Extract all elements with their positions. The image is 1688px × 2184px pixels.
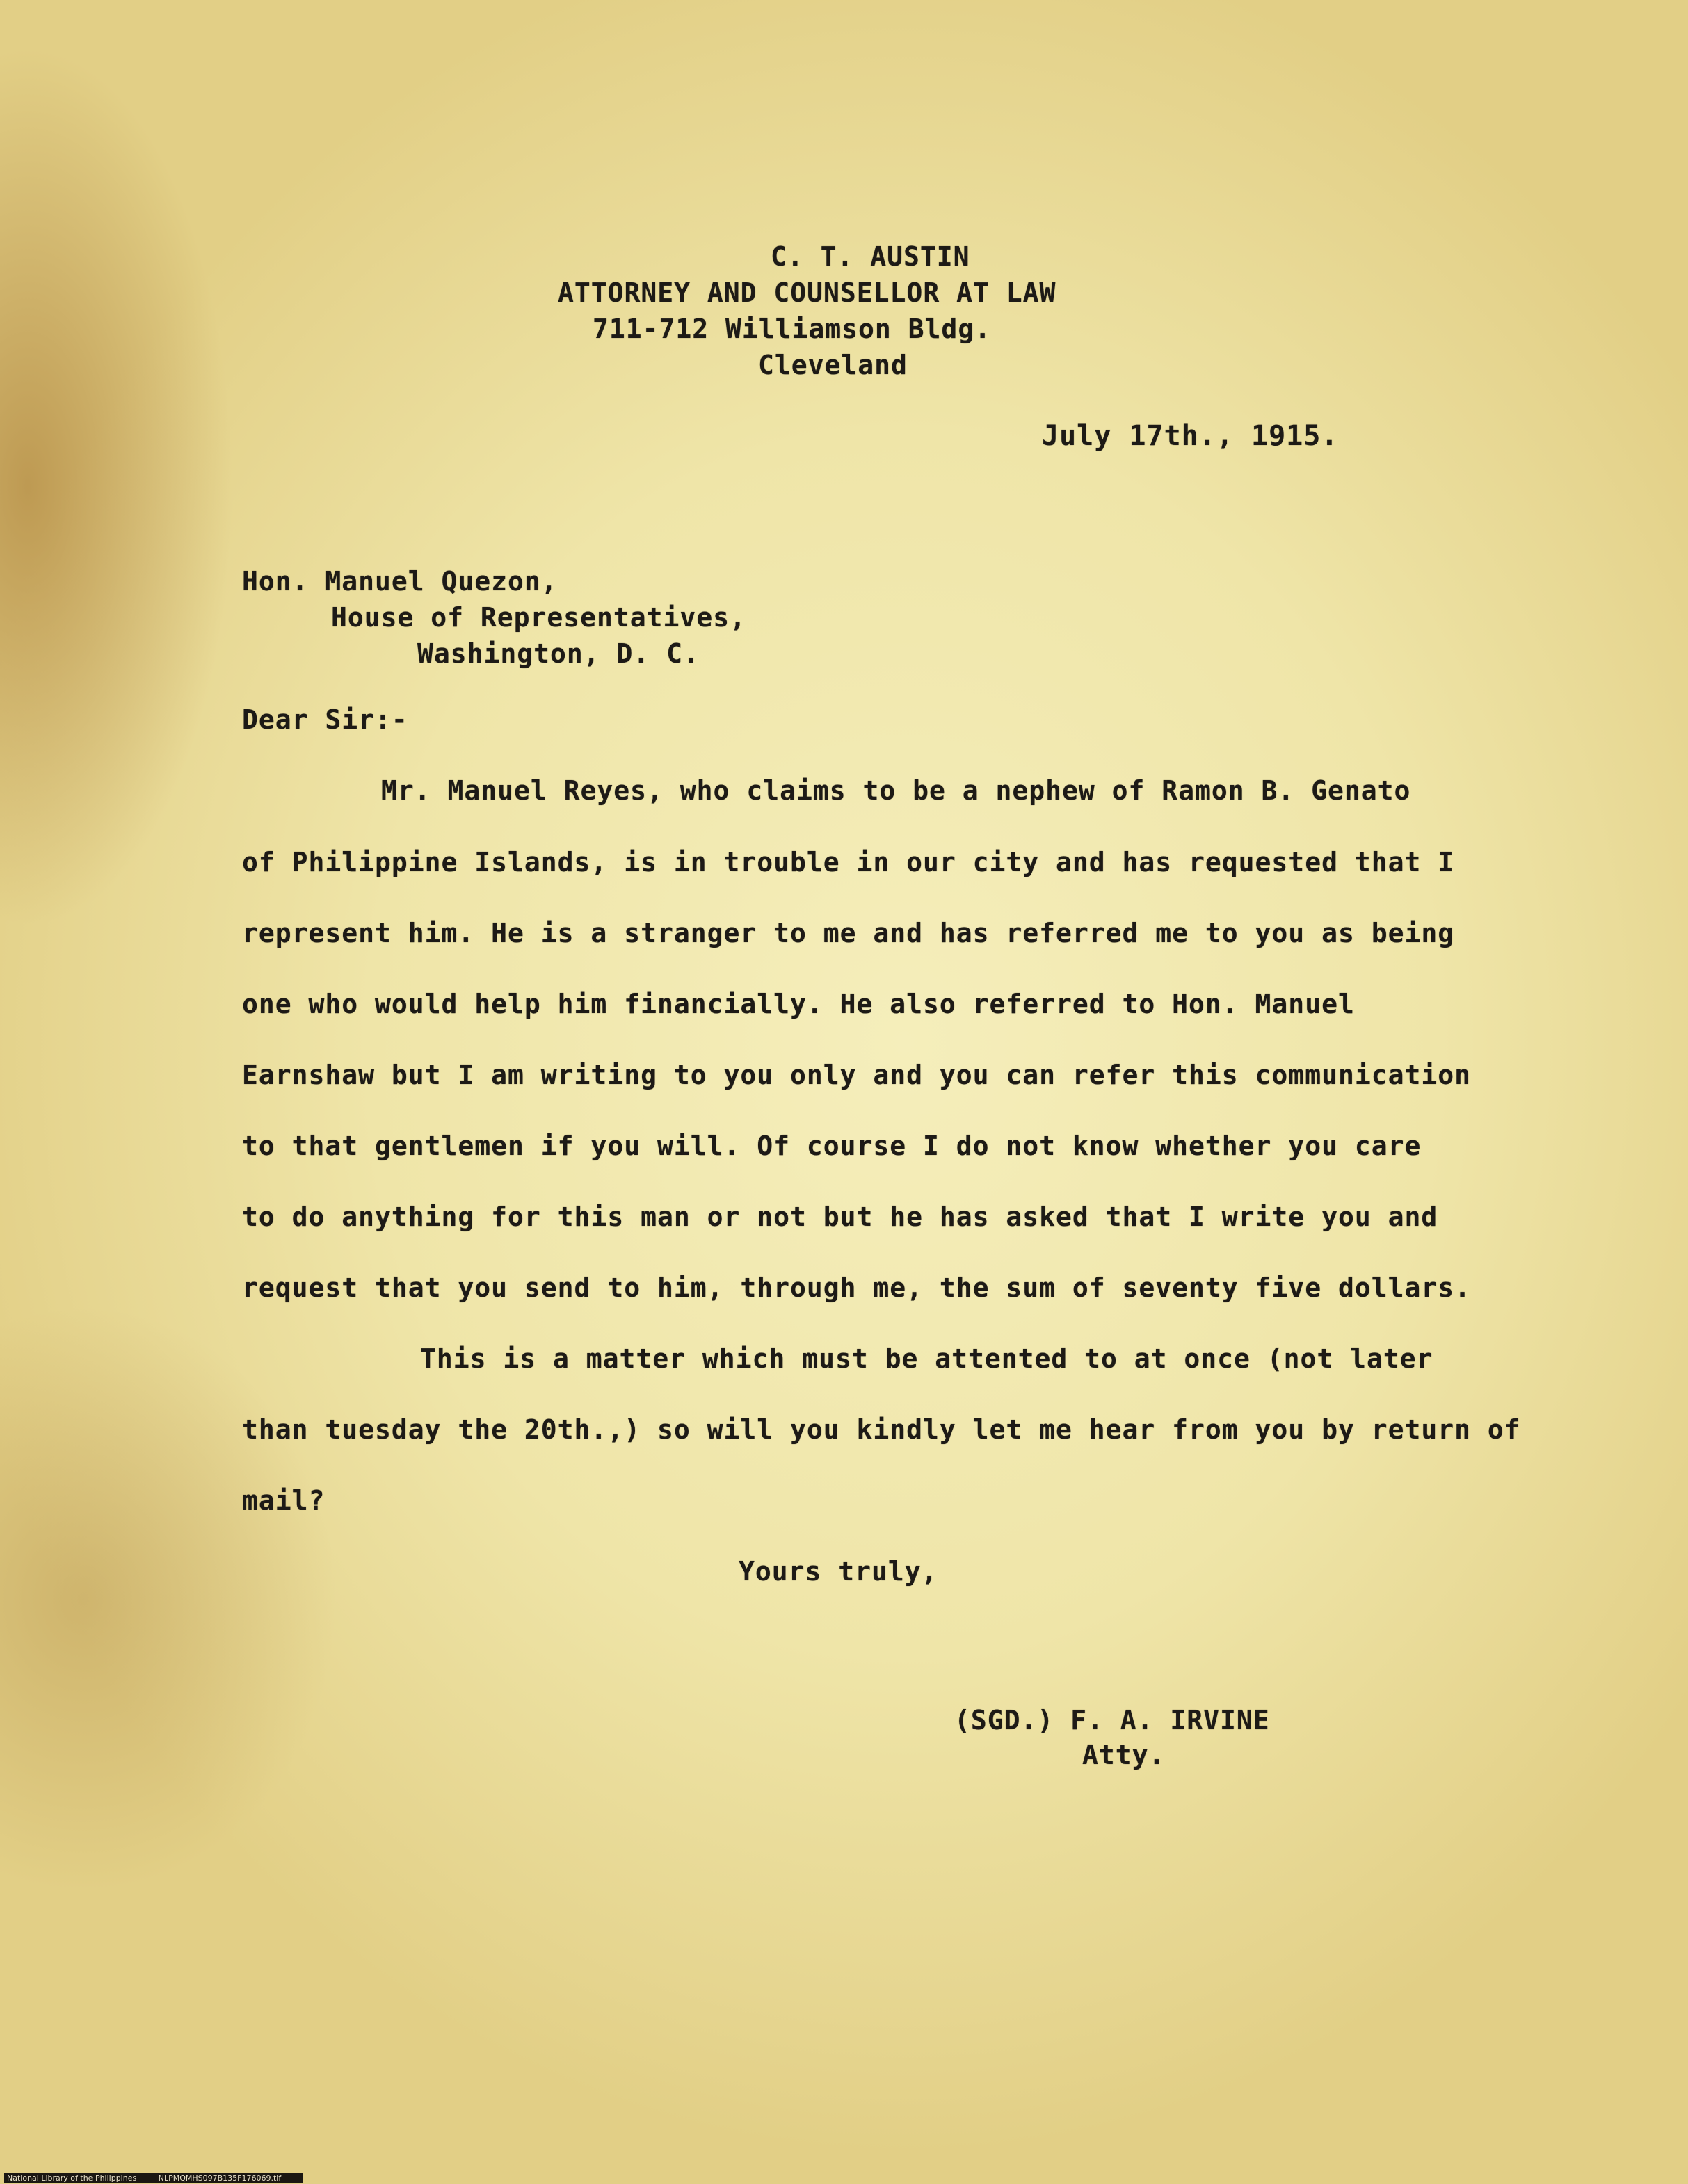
- body-line: mail?: [242, 1485, 325, 1516]
- body-line: This is a matter which must be attented to at once (not later: [420, 1343, 1433, 1374]
- archive-footer: [4, 2173, 303, 2183]
- recipient-city: Washington, D. C.: [417, 638, 700, 669]
- archive-file: NLPMQMHS097B135F176069.tif: [158, 2174, 282, 2183]
- archive-name: National Library of the Philippines: [7, 2174, 137, 2183]
- letterhead-title: ATTORNEY AND COUNSELLOR AT LAW: [558, 277, 1056, 308]
- body-line: to do anything for this man or not but he has asked that I write you and: [242, 1202, 1438, 1232]
- body-line: Earnshaw but I am writing to you only and you can refer this communication: [242, 1060, 1471, 1090]
- closing: Yours truly,: [739, 1556, 938, 1587]
- body-line: Mr. Manuel Reyes, who claims to be a nephew of Ramon B. Genato: [381, 775, 1411, 806]
- body-line: represent him. He is a stranger to me and has referred me to you as being: [242, 918, 1455, 948]
- letterhead-address: 711-712 Williamson Bldg.: [593, 314, 992, 344]
- signature-title: Atty.: [1082, 1740, 1166, 1770]
- body-line: than tuesday the 20th.,) so will you kindly let me hear from you by return of: [242, 1414, 1521, 1445]
- recipient-name: Hon. Manuel Quezon,: [242, 566, 558, 597]
- letterhead: [0, 240, 1688, 393]
- body-line: one who would help him financially. He also referred to Hon. Manuel: [242, 989, 1355, 1019]
- letter-date: July 17th., 1915.: [1042, 420, 1339, 452]
- body-line: request that you send to him, through me, the sum of seventy five dollars.: [242, 1272, 1471, 1303]
- salutation: Dear Sir:-: [242, 704, 408, 735]
- signature-name: (SGD.) F. A. IRVINE: [954, 1705, 1270, 1736]
- letterhead-city: Cleveland: [758, 350, 908, 380]
- recipient-house: House of Representatives,: [331, 602, 746, 633]
- body-line: to that gentlemen if you will. Of course I do not know whether you care: [242, 1131, 1422, 1161]
- letterhead-name: C. T. AUSTIN: [771, 241, 970, 272]
- body-line: of Philippine Islands, is in trouble in our city and has requested that I: [242, 847, 1455, 877]
